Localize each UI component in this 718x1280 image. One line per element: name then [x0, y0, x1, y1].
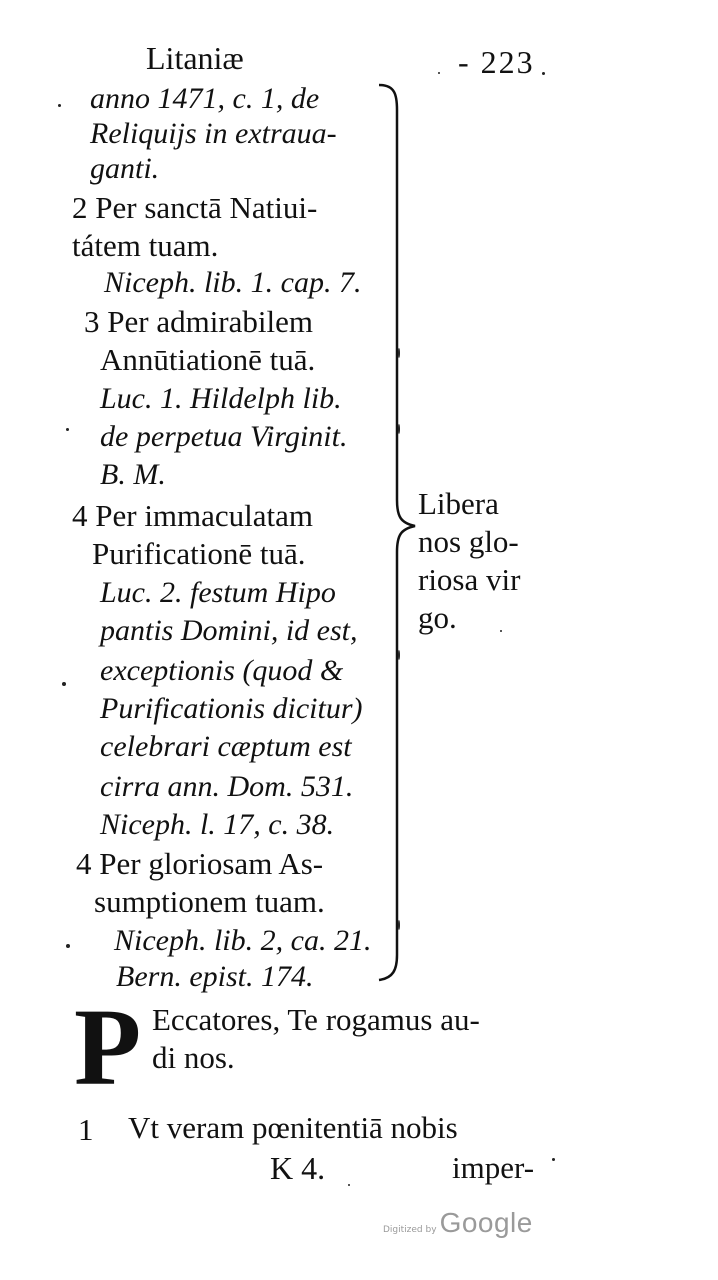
entry-line: anno 1471, c. 1, de: [90, 82, 320, 115]
ink-speck: [62, 682, 66, 686]
ink-speck: [348, 1184, 350, 1186]
petition-text: Vt veram pœnitentiā nobis: [128, 1110, 458, 1145]
entry-line: Niceph. lib. 2, ca. 21.: [114, 924, 372, 957]
ink-speck: [542, 72, 545, 75]
entry-line: Purificationis dicitur): [100, 692, 363, 725]
ink-speck: [66, 428, 69, 431]
entry-line: cirra ann. Dom. 531.: [100, 770, 354, 803]
response-line: riosa vir: [418, 562, 521, 597]
entry-line: 4 Per gloriosam As-: [76, 846, 324, 881]
running-title: Litaniæ: [146, 40, 244, 76]
ink-speck: [66, 944, 70, 948]
entry-line: Niceph. l. 17, c. 38.: [100, 808, 335, 841]
watermark-prefix: Digitized by: [383, 1225, 437, 1235]
drop-cap: P: [74, 986, 142, 1108]
ink-speck: [398, 920, 400, 930]
entry-line: 2 Per sanctā Natiui-: [72, 190, 318, 225]
entry-line: 3 Per admirabilem: [84, 304, 313, 339]
entry-line: Purificationē tuā.: [92, 536, 306, 571]
petition-number: 1: [78, 1112, 94, 1147]
response-line: Libera: [418, 486, 499, 521]
page-number: - 223: [458, 44, 535, 80]
entry-line: Annūtiationē tuā.: [100, 342, 316, 377]
response-line: nos glo-: [418, 524, 519, 559]
ink-speck: [552, 1158, 555, 1161]
entry-line: celebrari cæptum est: [100, 730, 352, 763]
entry-line: 4 Per immaculatam: [72, 498, 314, 533]
catchword: imper-: [452, 1150, 535, 1185]
entry-line: pantis Domini, id est,: [100, 614, 358, 647]
entry-line: tátem tuam.: [72, 228, 219, 263]
entry-line: Bern. epist. 174.: [116, 960, 314, 993]
entry-line: B. M.: [100, 458, 166, 491]
invocation-line: di nos.: [152, 1040, 235, 1075]
ink-speck: [438, 72, 440, 74]
signature-mark: K 4.: [270, 1150, 326, 1186]
entry-line: Luc. 1. Hildelph lib.: [100, 382, 342, 415]
entry-line: Luc. 2. festum Hipo: [100, 576, 336, 609]
ink-speck: [398, 424, 400, 434]
digitized-by-google-watermark: [383, 1207, 533, 1239]
ink-speck: [398, 348, 400, 358]
watermark-brand: Google: [439, 1207, 533, 1238]
ink-speck: [500, 630, 502, 632]
entry-line: Reliquijs in extraua-: [90, 117, 337, 150]
invocation-line: Eccatores, Te rogamus au-: [152, 1002, 480, 1037]
entry-line: ganti.: [90, 152, 160, 185]
entry-line: sumptionem tuam.: [94, 884, 325, 919]
entry-line: exceptionis (quod &: [100, 654, 344, 687]
ink-speck: [58, 104, 61, 107]
curly-brace: [365, 80, 425, 985]
ink-speck: [398, 650, 400, 660]
entry-line: Niceph. lib. 1. cap. 7.: [104, 266, 362, 299]
entry-line: de perpetua Virginit.: [100, 420, 348, 453]
response-line: go.: [418, 600, 457, 635]
